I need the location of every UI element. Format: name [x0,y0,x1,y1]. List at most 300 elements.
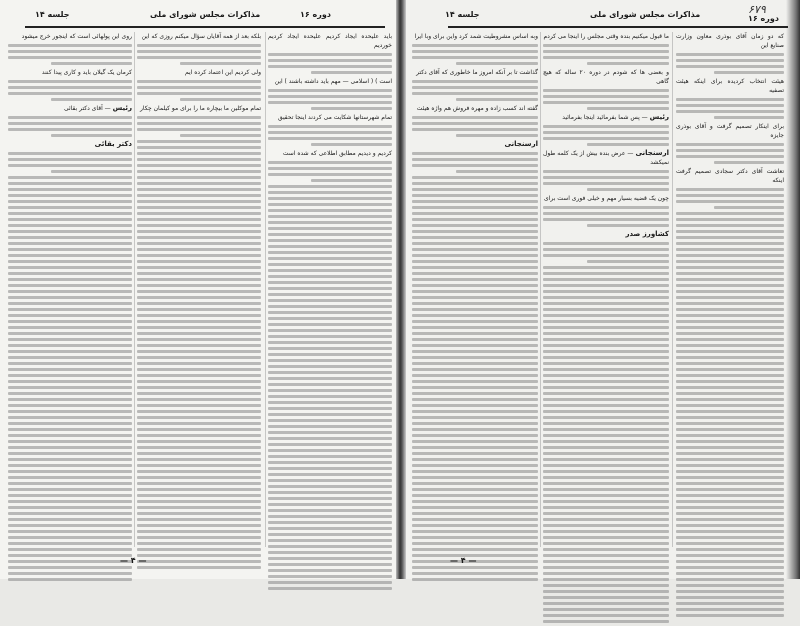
illegible-text-line [587,143,669,146]
illegible-text-line [676,236,784,239]
paragraph-text: و بعضی ها که شودم در دوره ۲۰ ساله که هیچ گاهی [543,69,669,85]
illegible-text-line [137,470,261,473]
illegible-text-line [543,272,669,275]
illegible-text-line [268,245,392,248]
illegible-text-line [543,44,669,47]
paragraph-text: گذاشت تا بر آنکه امروز ما خاطوری که آقای دکتر [416,69,538,76]
illegible-text-line [8,296,132,299]
illegible-text-line [180,134,261,137]
illegible-text-line [543,560,669,563]
page-edge-shadow [786,0,800,579]
text-line [676,167,784,185]
right-page-column-2 [543,32,669,626]
illegible-text-line [8,512,132,515]
illegible-text-line [8,398,132,401]
illegible-text-line [51,62,132,65]
illegible-text-line [676,386,784,389]
illegible-text-line [543,320,669,323]
text-line [676,32,784,50]
illegible-text-line [412,380,538,383]
illegible-text-line [676,596,784,599]
illegible-text-line [412,278,538,281]
illegible-text-line [543,608,669,611]
illegible-text-line [543,344,669,347]
illegible-text-line [412,326,538,329]
illegible-text-line [676,548,784,551]
paragraph-text: که دو زمان آقای بوذری معاون وزارت صنایع این [676,33,784,49]
illegible-text-line [412,44,538,47]
illegible-text-line [137,374,261,377]
illegible-text-line [412,92,538,95]
illegible-text-line [456,134,538,137]
illegible-text-line [268,401,392,404]
illegible-text-line [676,530,784,533]
illegible-text-line [412,248,538,251]
speaker-name: کشاورز صدر [625,230,669,238]
illegible-text-line [268,521,392,524]
illegible-text-line [137,146,261,149]
illegible-text-line [8,200,132,203]
illegible-text-line [412,164,538,167]
illegible-text-line [137,404,261,407]
illegible-text-line [8,458,132,461]
illegible-text-line [268,383,392,386]
illegible-text-line [587,224,669,227]
illegible-text-line [268,89,392,92]
illegible-text-line [543,596,669,599]
illegible-text-line [412,194,538,197]
illegible-text-line [543,284,669,287]
illegible-text-line [543,125,669,128]
illegible-text-line [8,320,132,323]
illegible-text-line [268,575,392,578]
illegible-text-line [137,302,261,305]
illegible-text-line [8,488,132,491]
illegible-text-line [268,287,392,290]
illegible-text-line [8,224,132,227]
illegible-text-line [8,416,132,419]
speaker-paragraph [543,149,669,167]
illegible-text-line [412,578,538,581]
illegible-text-line [268,101,392,104]
illegible-text-line [137,362,261,365]
illegible-text-line [412,254,538,257]
illegible-text-line [137,158,261,161]
illegible-text-line [137,260,261,263]
illegible-text-line [8,482,132,485]
illegible-text-line [676,518,784,521]
illegible-text-line [137,266,261,269]
illegible-text-line [412,50,538,53]
illegible-text-line [137,440,261,443]
illegible-text-line [543,137,669,140]
illegible-text-line [8,566,132,569]
illegible-text-line [137,242,261,245]
illegible-text-line [543,218,669,221]
text-line [412,68,538,77]
illegible-text-line [137,434,261,437]
illegible-text-line [180,98,261,101]
illegible-text-line [51,134,132,137]
illegible-text-line [676,110,784,113]
illegible-text-line [543,470,669,473]
illegible-text-line [676,512,784,515]
illegible-text-line [268,557,392,560]
illegible-text-line [412,320,538,323]
illegible-text-line [268,515,392,518]
illegible-text-line [676,410,784,413]
illegible-text-line [412,224,538,227]
illegible-text-line [268,353,392,356]
illegible-text-line [676,224,784,227]
illegible-text-line [676,608,784,611]
illegible-text-line [268,53,392,56]
illegible-text-line [412,548,538,551]
illegible-text-line [676,470,784,473]
illegible-text-line [456,62,538,65]
illegible-text-line [676,155,784,158]
illegible-text-line [137,518,261,521]
illegible-text-line [268,329,392,332]
illegible-text-line [543,554,669,557]
illegible-text-line [676,452,784,455]
illegible-text-line [412,398,538,401]
illegible-text-line [180,62,261,65]
illegible-text-line [8,272,132,275]
illegible-text-line [676,53,784,56]
illegible-text-line [676,218,784,221]
illegible-text-line [543,278,669,281]
illegible-text-line [412,530,538,533]
illegible-text-line [268,437,392,440]
illegible-text-line [676,248,784,251]
illegible-text-line [137,44,261,47]
right-page-folio: — ۴ — [450,556,477,565]
illegible-text-line [412,308,538,311]
illegible-text-line [268,551,392,554]
illegible-text-line [268,527,392,530]
illegible-text-line [676,314,784,317]
left-page-folio: — ۴ — [120,556,147,565]
illegible-text-line [8,254,132,257]
text-line [543,194,669,203]
illegible-text-line [543,398,669,401]
illegible-text-line [137,338,261,341]
illegible-text-line [137,536,261,539]
speaker-name: رئیس [112,104,132,112]
illegible-text-line [412,488,538,491]
illegible-text-line [543,368,669,371]
illegible-text-line [268,281,392,284]
text-line [8,68,132,77]
illegible-text-line [412,422,538,425]
illegible-text-line [8,326,132,329]
illegible-text-line [268,215,392,218]
illegible-text-line [543,176,669,179]
illegible-text-line [137,92,261,95]
illegible-text-line [8,368,132,371]
illegible-text-line [8,80,132,83]
right-meeting-label: جلسه ۱۴ [445,10,480,19]
illegible-text-line [268,539,392,542]
illegible-text-line [676,200,784,203]
illegible-text-line [412,434,538,437]
illegible-text-line [137,398,261,401]
illegible-text-line [268,461,392,464]
illegible-text-line [543,620,669,623]
illegible-text-line [268,209,392,212]
illegible-text-line [676,65,784,68]
illegible-text-line [676,260,784,263]
illegible-text-line [676,266,784,269]
illegible-text-line [268,257,392,260]
illegible-text-line [137,152,261,155]
left-page-column-3 [8,32,132,584]
text-line [543,32,669,41]
text-line [268,77,392,86]
illegible-text-line [676,374,784,377]
illegible-text-line [8,290,132,293]
illegible-text-line [137,512,261,515]
illegible-text-line [676,446,784,449]
illegible-text-line [8,266,132,269]
illegible-text-line [137,524,261,527]
illegible-text-line [412,176,538,179]
illegible-text-line [587,188,669,191]
illegible-text-line [137,452,261,455]
left-header-title: مذاکرات مجلس شورای ملی [150,10,261,19]
illegible-text-line [412,200,538,203]
illegible-text-line [676,302,784,305]
illegible-text-line [587,62,669,65]
illegible-text-line [137,482,261,485]
illegible-text-line [268,305,392,308]
illegible-text-line [137,386,261,389]
illegible-text-line [676,554,784,557]
illegible-text-line [268,533,392,536]
illegible-text-line [268,497,392,500]
illegible-text-line [676,338,784,341]
illegible-text-line [412,314,538,317]
illegible-text-line [676,278,784,281]
paragraph-text: روی این پولهائی است که اینجور خرج میشود [21,33,132,40]
illegible-text-line [543,578,669,581]
illegible-text-line [412,344,538,347]
illegible-text-line [8,248,132,251]
illegible-text-line [137,290,261,293]
illegible-text-line [137,560,261,563]
illegible-text-line [137,254,261,257]
illegible-text-line [676,59,784,62]
illegible-text-line [8,386,132,389]
illegible-text-line [412,212,538,215]
illegible-text-line [543,416,669,419]
column-divider [265,32,266,547]
illegible-text-line [268,341,392,344]
illegible-text-line [543,584,669,587]
illegible-text-line [268,407,392,410]
illegible-text-line [268,431,392,434]
illegible-text-line [268,377,392,380]
paragraph-text: ولی کردیم این اعتماد کرده ایم [184,69,261,76]
book-spine [396,0,406,579]
illegible-text-line [8,350,132,353]
text-line [137,104,261,113]
speaker-name: ارسنجانی [635,149,669,157]
illegible-text-line [412,374,538,377]
illegible-text-line [412,188,538,191]
illegible-text-line [8,188,132,191]
illegible-text-line [268,311,392,314]
illegible-text-line [676,614,784,617]
illegible-text-line [8,428,132,431]
paragraph-text: تمام موکلین ما بیچاره ما را برای مو کیلمان چکار [139,105,261,112]
illegible-text-line [412,440,538,443]
illegible-text-line [543,356,669,359]
illegible-text-line [412,260,538,263]
illegible-text-line [137,122,261,125]
illegible-text-line [412,464,538,467]
illegible-text-line [543,476,669,479]
illegible-text-line [137,50,261,53]
text-line [137,32,261,41]
paragraph-text: وبه اساس مشروطیت شمد کرد واین برای وبا ایرا [414,33,538,40]
illegible-text-line [676,296,784,299]
left-page-column-1 [268,32,392,593]
illegible-text-line [137,542,261,545]
illegible-text-line [268,359,392,362]
illegible-text-line [676,416,784,419]
illegible-text-line [676,368,784,371]
illegible-text-line [543,518,669,521]
illegible-text-line [137,56,261,59]
illegible-text-line [543,572,669,575]
illegible-text-line [137,296,261,299]
illegible-text-line [311,71,392,74]
illegible-text-line [137,458,261,461]
illegible-text-line [676,434,784,437]
illegible-text-line [137,368,261,371]
illegible-text-line [137,116,261,119]
illegible-text-line [543,530,669,533]
illegible-text-line [8,164,132,167]
illegible-text-line [412,56,538,59]
illegible-text-line [311,179,392,182]
illegible-text-line [543,488,669,491]
illegible-text-line [543,308,669,311]
illegible-text-line [8,182,132,185]
paragraph-text: — آقای دکتر بقائی [64,105,111,112]
speaker-paragraph [8,104,132,113]
illegible-text-line [587,260,669,263]
illegible-text-line [676,290,784,293]
illegible-text-line [268,125,392,128]
illegible-text-line [8,446,132,449]
illegible-text-line [543,512,669,515]
illegible-text-line [8,128,132,131]
illegible-text-line [587,107,669,110]
illegible-text-line [8,554,132,557]
illegible-text-line [137,554,261,557]
illegible-text-line [543,440,669,443]
illegible-text-line [268,173,392,176]
illegible-text-line [268,167,392,170]
illegible-text-line [676,194,784,197]
illegible-text-line [8,50,132,53]
handwritten-page-number: ۶۷۹ [748,3,766,16]
speaker-name: رئیس [649,113,669,121]
illegible-text-line [412,116,538,119]
illegible-text-line [137,80,261,83]
illegible-text-line [8,464,132,467]
illegible-text-line [543,248,669,251]
paragraph-text: هیئت انتخاب کردیده برای اینکه هیئت تصفیه [676,78,784,94]
illegible-text-line [137,236,261,239]
illegible-text-line [412,410,538,413]
paragraph-text: تمام شهرستانها شکایت می کردند اینجا تحقیق [277,114,392,121]
illegible-text-line [676,104,784,107]
text-line [412,104,538,113]
illegible-text-line [676,350,784,353]
illegible-text-line [412,452,538,455]
illegible-text-line [543,170,669,173]
illegible-text-line [543,254,669,257]
illegible-text-line [543,602,669,605]
illegible-text-line [8,494,132,497]
illegible-text-line [8,518,132,521]
illegible-text-line [412,284,538,287]
illegible-text-line [412,296,538,299]
illegible-text-line [543,332,669,335]
speaker-paragraph [543,113,669,122]
column-divider [134,32,135,547]
illegible-text-line [676,524,784,527]
illegible-text-line [412,470,538,473]
illegible-text-line [268,443,392,446]
illegible-text-line [137,548,261,551]
illegible-text-line [714,161,784,164]
illegible-text-line [137,176,261,179]
illegible-text-line [8,86,132,89]
illegible-text-line [137,356,261,359]
illegible-text-line [137,188,261,191]
illegible-text-line [8,302,132,305]
illegible-text-line [268,365,392,368]
illegible-text-line [676,380,784,383]
illegible-text-line [412,158,538,161]
illegible-text-line [543,242,669,245]
illegible-text-line [137,446,261,449]
illegible-text-line [137,500,261,503]
illegible-text-line [8,176,132,179]
illegible-text-line [676,272,784,275]
illegible-text-line [676,458,784,461]
right-page-column-1 [676,32,784,620]
illegible-text-line [543,482,669,485]
illegible-text-line [137,170,261,173]
illegible-text-line [268,455,392,458]
paragraph-text: برای اینکار تصمیم گرفت و آقای بوذری جایزه [676,123,784,139]
left-meeting-label: جلسه ۱۴ [35,10,70,19]
illegible-text-line [676,149,784,152]
illegible-text-line [676,440,784,443]
illegible-text-line [412,446,538,449]
illegible-text-line [543,101,669,104]
illegible-text-line [543,392,669,395]
paragraph-text: — پس شما بفرمائید اینجا بفرمائید [562,114,648,121]
illegible-text-line [676,284,784,287]
illegible-text-line [137,332,261,335]
